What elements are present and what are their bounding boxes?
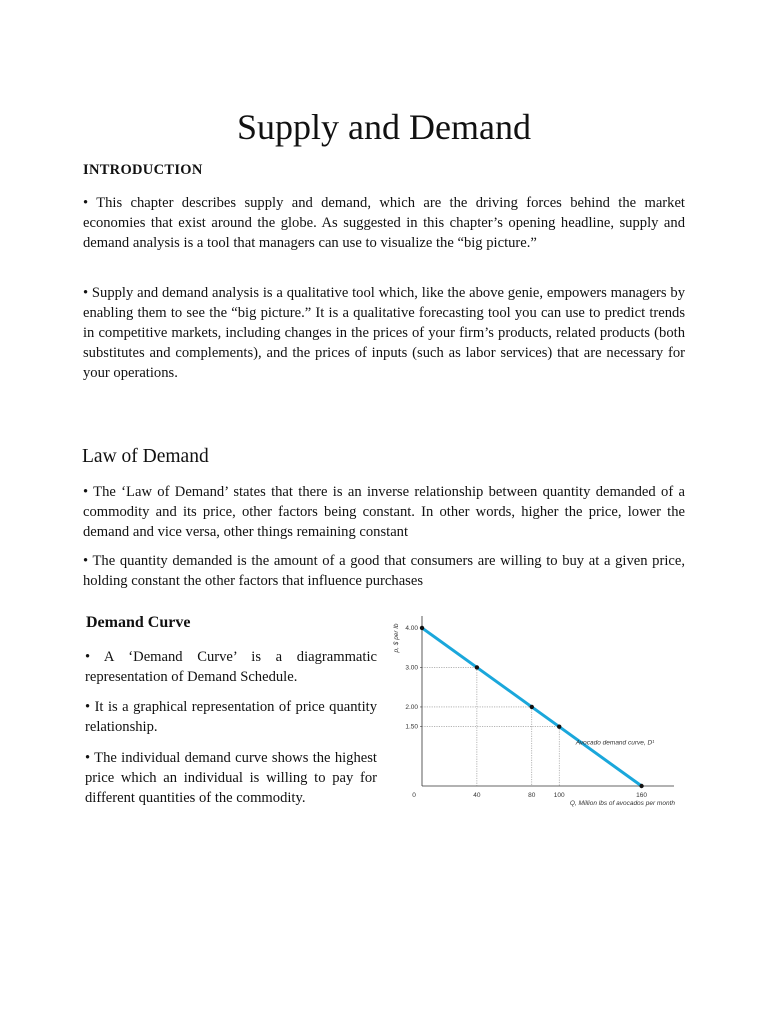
demand-curve-paragraph-1: • A ‘Demand Curve’ is a diagrammatic representation of Demand Schedule. [85, 649, 377, 685]
demand-curve-heading: Demand Curve [86, 614, 191, 631]
data-point-3 [557, 725, 561, 729]
x-tick-label-0: 0 [412, 792, 416, 799]
x-tick-label-2: 80 [528, 792, 536, 799]
demand-curve-paragraph-2: • It is a graphical representation of price quantity relationship. [85, 699, 377, 735]
y-tick-label-0: 1.50 [405, 723, 418, 731]
data-point-1 [475, 665, 479, 669]
x-tick-label-1: 40 [473, 792, 481, 799]
law-of-demand-heading: Law of Demand [82, 446, 209, 467]
demand-curve-paragraph-3: • The individual demand curve shows the highest price which an individual is willing to pay for different quantities of the commodity. [85, 750, 377, 806]
x-tick-label-3: 100 [553, 792, 565, 799]
y-tick-label-2: 3.00 [405, 664, 418, 672]
y-tick-label-1: 2.00 [405, 703, 418, 711]
data-point-2 [530, 705, 534, 709]
introduction-heading: INTRODUCTION [83, 162, 203, 178]
data-point-4 [639, 784, 643, 788]
law-of-demand-paragraph-1: • The ‘Law of Demand’ states that there is an inverse relationship between quantity demanded of a commodity and its price, other factors being constant. In other words, higher the price, lower the demand and vice versa, other things remaining constant [83, 484, 685, 540]
introduction-paragraph-2: • Supply and demand analysis is a qualitative tool which, like the above genie, empowers managers by enabling them to see the “big picture.” It is a qualitative forecasting tool you can use to predict trends in competitive markets, including changes in the prices of your firm’s products, related products (both substitutes and complements), and the prices of inputs (such as labor services) that are necessary for your operations. [83, 285, 685, 381]
x-tick-label-4: 160 [636, 792, 647, 799]
series-label: Avocado demand curve, D¹ [575, 739, 655, 747]
y-axis-label: p, $ per lb [393, 623, 400, 653]
x-axis-label: Q, Million lbs of avocados per month [569, 800, 675, 807]
demand-curve-chart [384, 608, 684, 828]
page-title: Supply and Demand [237, 107, 531, 147]
introduction-paragraph-1: • This chapter describes supply and demand, which are the driving forces behind the market economies that exist around the globe. As suggested in this chapter’s opening headline, supply and demand analysis is a tool that managers can use to visualize the “big picture.” [83, 195, 685, 251]
law-of-demand-paragraph-2: • The quantity demanded is the amount of a good that consumers are willing to buy at a given price, holding constant the other factors that influence purchases [83, 553, 685, 589]
data-point-0 [420, 626, 424, 630]
y-tick-label-3: 4.00 [405, 624, 418, 632]
